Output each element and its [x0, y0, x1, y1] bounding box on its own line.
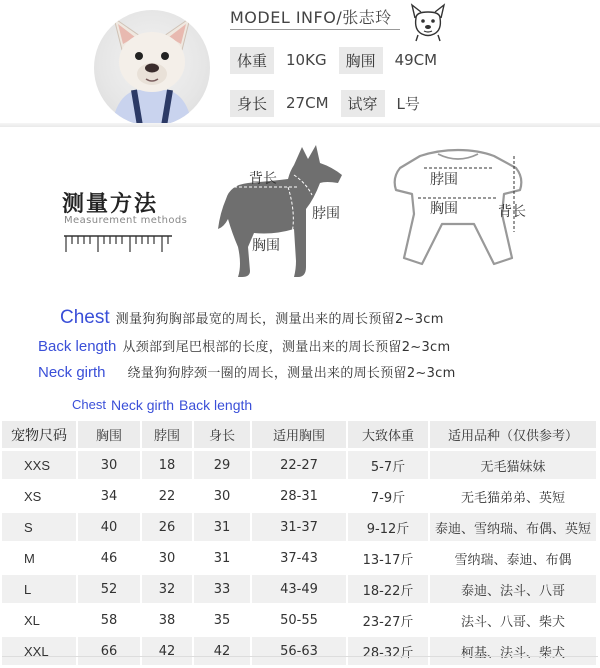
fit-chest-cell: 22-27 — [252, 451, 348, 479]
fit-value: L号 — [396, 94, 420, 113]
header-weight: 大致体重 — [348, 421, 430, 448]
table-row — [2, 544, 598, 572]
breeds-cell: 泰迪、法斗、八哥 — [430, 575, 598, 603]
size-cell: S — [2, 513, 78, 541]
header-breeds: 适用品种（仅供参考） — [430, 421, 598, 448]
size-cell: XL — [2, 606, 78, 634]
french-bulldog-logo-icon — [406, 2, 450, 42]
desc-chest-zh: 测量狗狗胸部最宽的周长，测量出来的周长预留2~3cm — [115, 312, 444, 327]
fit-label: 试穿 — [341, 90, 385, 117]
size-cell: L — [2, 575, 78, 603]
fit-chest-cell: 37-43 — [252, 544, 348, 572]
size-cell: XS — [2, 482, 78, 510]
model-title-underline — [230, 29, 400, 30]
table-bottom-line — [2, 656, 598, 657]
model-info-row-1 — [230, 47, 449, 73]
fit-chest-cell: 31-37 — [252, 513, 348, 541]
model-dog-photo — [94, 10, 210, 126]
legend-back-length: Back length — [179, 397, 253, 413]
breeds-cell: 无毛猫妹妹 — [430, 451, 598, 479]
length-label: 身长 — [230, 90, 274, 117]
fit-chest-cell: 50-55 — [252, 606, 348, 634]
section-divider — [0, 123, 600, 127]
column-legend — [72, 397, 252, 413]
shirt-chest-label: 胸围 — [430, 201, 458, 217]
weight-label: 体重 — [230, 47, 274, 74]
weight-value: 10KG — [286, 51, 327, 69]
neck-cell: 42 — [142, 637, 194, 665]
size-cell: XXS — [2, 451, 78, 479]
table-header-row — [2, 421, 598, 448]
length-cell: 31 — [194, 513, 252, 541]
chest-cell: 34 — [78, 482, 142, 510]
size-cell: XXL — [2, 637, 78, 665]
neck-cell: 18 — [142, 451, 194, 479]
ruler-icon — [64, 232, 172, 254]
size-cell: M — [2, 544, 78, 572]
desc-back-length-zh: 从颈部到尾巴根部的长度，测量出来的周长预留2~3cm — [122, 340, 451, 355]
table-row — [2, 606, 598, 634]
size-chart-table — [2, 418, 598, 668]
neck-cell: 22 — [142, 482, 194, 510]
table-row — [2, 482, 598, 510]
chest-label: 胸围 — [339, 47, 383, 74]
length-cell: 35 — [194, 606, 252, 634]
length-value: 27CM — [286, 94, 329, 112]
fit-chest-cell: 56-63 — [252, 637, 348, 665]
weight-cell: 28-32斤 — [348, 637, 430, 665]
shirt-neck-girth-label: 脖围 — [430, 172, 458, 188]
table-row — [2, 637, 598, 665]
breeds-cell: 雪纳瑞、泰迪、布偶 — [430, 544, 598, 572]
header-chest: 胸围 — [78, 421, 142, 448]
neck-cell: 30 — [142, 544, 194, 572]
measurement-title: 测量方法 — [62, 192, 159, 217]
model-info-title: MODEL INFO/张志玲 — [230, 8, 392, 27]
table-row — [2, 513, 598, 541]
header-neck: 脖围 — [142, 421, 194, 448]
chest-cell: 66 — [78, 637, 142, 665]
chest-cell: 46 — [78, 544, 142, 572]
table-row — [2, 451, 598, 479]
neck-cell: 26 — [142, 513, 194, 541]
chest-cell: 40 — [78, 513, 142, 541]
chest-value: 49CM — [394, 51, 438, 69]
length-cell: 31 — [194, 544, 252, 572]
chest-cell: 52 — [78, 575, 142, 603]
legend-neck-girth: Neck girth — [110, 397, 174, 413]
dog-back-length-label: 背长 — [249, 171, 277, 187]
desc-back-length-en: Back length — [38, 338, 117, 355]
table-row — [2, 575, 598, 603]
measurement-subtitle: Measurement methods — [64, 215, 188, 226]
chest-cell: 30 — [78, 451, 142, 479]
desc-neck-girth-row — [38, 362, 456, 381]
desc-chest-en: Chest — [60, 307, 110, 328]
length-cell: 42 — [194, 637, 252, 665]
desc-back-length-row — [38, 336, 450, 355]
desc-chest-row — [60, 307, 444, 329]
desc-neck-girth-zh: 绕量狗狗脖颈一圈的周长，测量出来的周长预留2~3cm — [127, 366, 456, 381]
neck-cell: 32 — [142, 575, 194, 603]
weight-cell: 5-7斤 — [348, 451, 430, 479]
header-fit-chest: 适用胸围 — [252, 421, 348, 448]
weight-cell: 9-12斤 — [348, 513, 430, 541]
breeds-cell: 泰迪、雪纳瑞、布偶、英短 — [430, 513, 598, 541]
weight-cell: 18-22斤 — [348, 575, 430, 603]
dog-chest-label: 胸围 — [252, 238, 280, 254]
desc-neck-girth-en: Neck girth — [38, 364, 106, 381]
header-pet-size: 宠物尺码 — [2, 421, 78, 448]
header-length: 身长 — [194, 421, 252, 448]
breeds-cell: 柯基、法斗、柴犬 — [430, 637, 598, 665]
weight-cell: 13-17斤 — [348, 544, 430, 572]
neck-cell: 38 — [142, 606, 194, 634]
weight-cell: 23-27斤 — [348, 606, 430, 634]
fit-chest-cell: 28-31 — [252, 482, 348, 510]
dog-neck-girth-label: 脖围 — [312, 206, 340, 222]
shirt-back-length-label: 背长 — [498, 204, 526, 220]
chest-cell: 58 — [78, 606, 142, 634]
length-cell: 29 — [194, 451, 252, 479]
legend-chest: Chest — [72, 397, 106, 412]
length-cell: 33 — [194, 575, 252, 603]
breeds-cell: 法斗、八哥、柴犬 — [430, 606, 598, 634]
fit-chest-cell: 43-49 — [252, 575, 348, 603]
weight-cell: 7-9斤 — [348, 482, 430, 510]
length-cell: 30 — [194, 482, 252, 510]
breeds-cell: 无毛猫弟弟、英短 — [430, 482, 598, 510]
model-info-row-2 — [230, 90, 445, 116]
